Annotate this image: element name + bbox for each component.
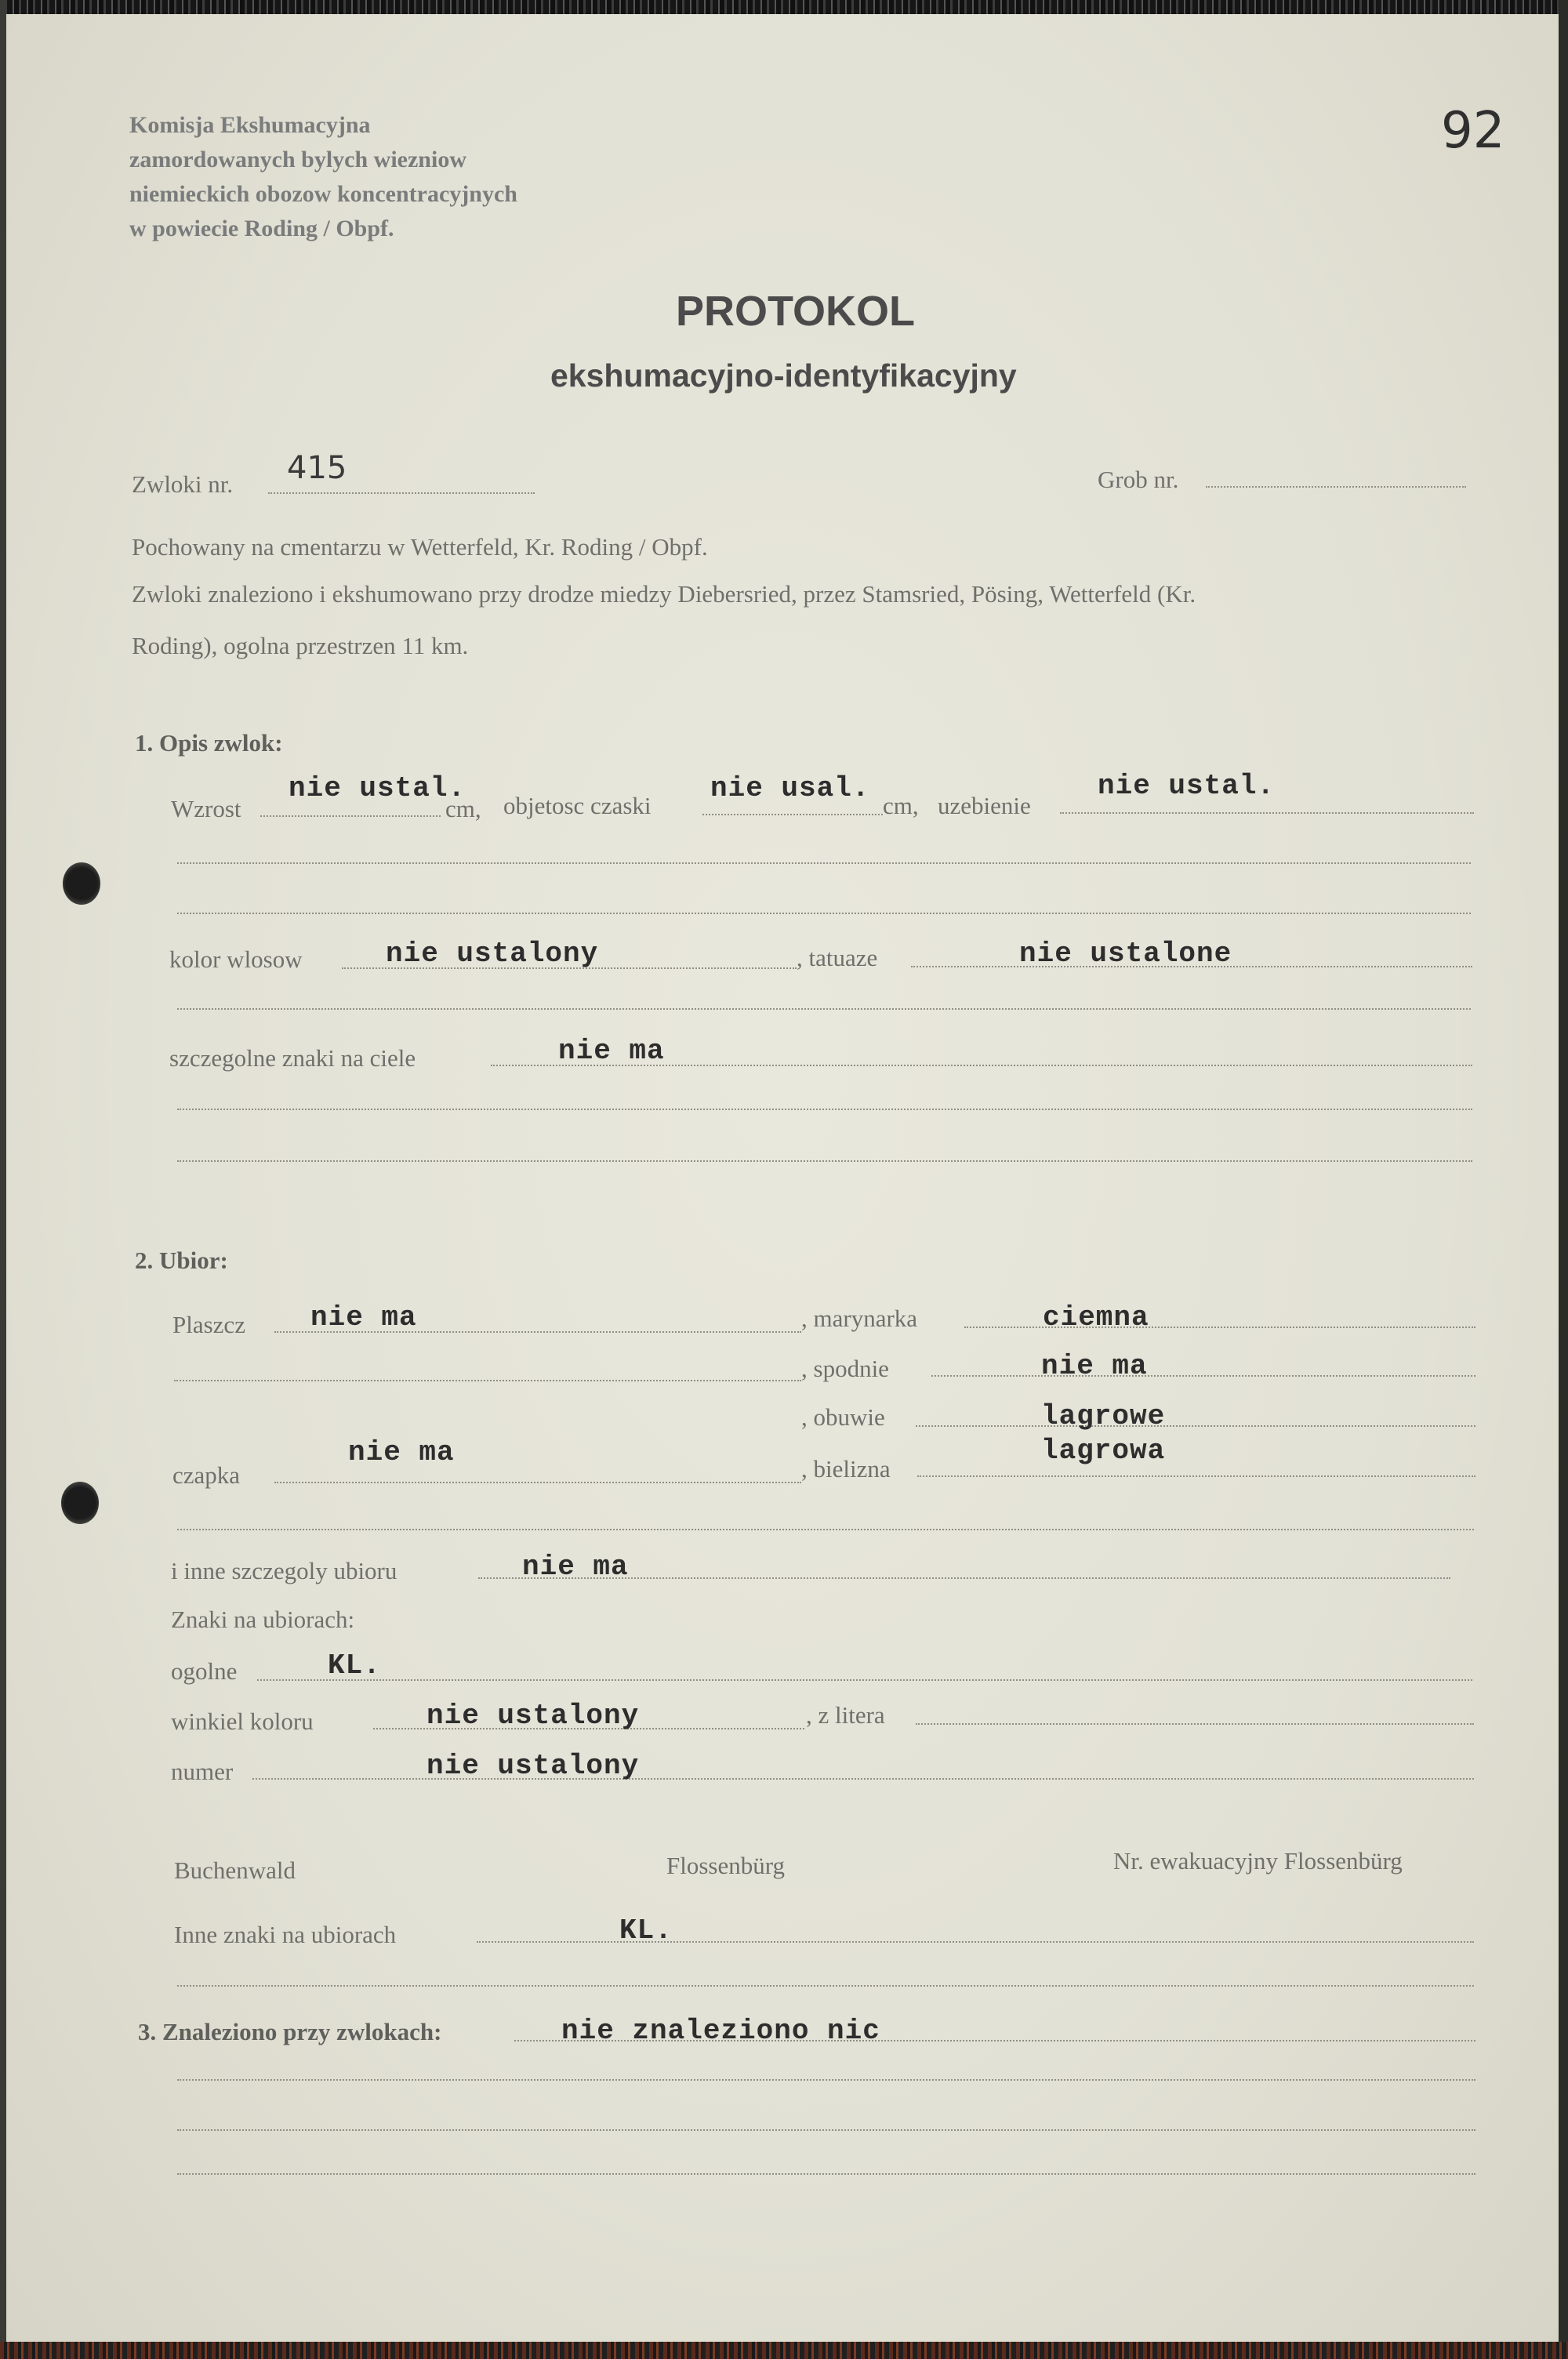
section3-blank-line-3 (177, 2173, 1475, 2175)
ogolne-line (257, 1679, 1472, 1681)
czapka-value: nie ma (348, 1436, 455, 1468)
scan-edge-right (1559, 0, 1568, 2359)
obuwie-value: lagrowe (1041, 1400, 1166, 1432)
section3-blank-line-2 (177, 2129, 1475, 2131)
wzrost-line (260, 815, 441, 817)
punch-hole-upper (63, 862, 100, 905)
marynarka-value: ciemna (1043, 1301, 1149, 1334)
wzrost-value: nie ustal. (289, 772, 466, 804)
zwloki-label: Zwloki nr. (132, 470, 234, 498)
section3-blank-line-1 (177, 2079, 1475, 2081)
obuwie-label: , obuwie (801, 1403, 885, 1431)
scan-edge-top (0, 0, 1568, 14)
opis-blank-line-2 (177, 913, 1471, 914)
spodnie-left-line (174, 1380, 801, 1381)
header-line-2: zamordowanych bylych wiezniow (129, 147, 466, 172)
page-number: 92 (1441, 102, 1505, 160)
kolor-value: nie ustalony (386, 938, 599, 970)
znaki-cialo-value: nie ma (558, 1035, 665, 1067)
znaki-blank-line-1 (177, 1109, 1472, 1110)
ubior-end-line (177, 1985, 1474, 1987)
scan-edge-bottom (0, 2342, 1568, 2359)
marynarka-label: , marynarka (801, 1305, 918, 1332)
zwloki-value: 415 (287, 450, 347, 486)
scan-edge-left (0, 0, 6, 2359)
ubior-blank-line (177, 1529, 1474, 1530)
bielizna-value: lagrowa (1041, 1435, 1166, 1467)
marynarka-line (964, 1326, 1475, 1328)
spodnie-label: , spodnie (801, 1355, 889, 1382)
bielizna-label: , bielizna (801, 1455, 891, 1483)
znaki-ubior-label: Znaki na ubiorach: (171, 1606, 355, 1633)
section2-heading: 2. Ubior: (135, 1247, 228, 1274)
objetosc-value: nie usal. (710, 772, 870, 804)
plaszcz-value: nie ma (310, 1301, 417, 1334)
numer-label: numer (171, 1758, 234, 1785)
zwloki-line (268, 492, 535, 494)
header-line-3: niemieckich obozow koncentracyjnych (129, 181, 517, 207)
nr-ewakuacyjny-label: Nr. ewakuacyjny Flossenbürg (1113, 1847, 1403, 1874)
numer-value: nie ustalony (426, 1750, 640, 1782)
objetosc-line (702, 814, 883, 815)
document-subtitle: ekshumacyjno-identyfikacyjny (550, 357, 1017, 394)
grob-line (1206, 486, 1466, 488)
spodnie-line (931, 1375, 1475, 1377)
czapka-label: czapka (172, 1461, 241, 1489)
kolor-label: kolor wlosow (169, 945, 303, 973)
header-line-1: Komisja Ekshumacyjna (129, 112, 371, 138)
tatuaze-value: nie ustalone (1019, 938, 1232, 970)
flossenburg-label: Flossenbürg (666, 1852, 786, 1879)
pochowany-text: Pochowany na cmentarzu w Wetterfeld, Kr. Roding / Obpf. (132, 533, 708, 561)
section1-heading: 1. Opis zwlok: (135, 729, 283, 757)
kolor-blank-line (177, 1008, 1471, 1010)
litera-label: , z litera (806, 1701, 885, 1729)
document-title: PROTOKOL (676, 288, 916, 335)
section3-value: nie znaleziono nic (561, 2015, 880, 2047)
uzebienie-value: nie ustal. (1098, 770, 1276, 802)
obuwie-line (916, 1425, 1475, 1427)
plaszcz-label: Plaszcz (172, 1311, 245, 1338)
winkiel-label: winkiel koloru (171, 1708, 314, 1735)
winkiel-value: nie ustalony (426, 1700, 640, 1732)
header-line-4: w powiecie Roding / Obpf. (129, 216, 394, 241)
section3-heading: 3. Znaleziono przy zwlokach: (138, 2018, 442, 2045)
litera-line (916, 1723, 1474, 1725)
inne-znaki-value: KL. (619, 1914, 673, 1947)
punch-hole-lower (61, 1482, 99, 1524)
objetosc-label: objetosc czaski (503, 792, 652, 819)
inne-szczegoly-label: i inne szczegoly ubioru (171, 1557, 397, 1584)
grob-label: Grob nr. (1098, 466, 1179, 493)
cm-label-2: cm, (883, 792, 919, 819)
uzebienie-line (1060, 812, 1474, 814)
ogolne-label: ogolne (171, 1657, 238, 1685)
czapka-line (274, 1482, 801, 1483)
tatuaze-label: , tatuaze (797, 944, 878, 971)
spodnie-value: nie ma (1041, 1350, 1148, 1382)
wzrost-label: Wzrost (171, 795, 241, 822)
bielizna-line (917, 1475, 1475, 1477)
buchenwald-label: Buchenwald (174, 1856, 296, 1884)
uzebienie-label: uzebienie (938, 792, 1031, 819)
opis-blank-line-1 (177, 862, 1471, 864)
inne-szczegoly-value: nie ma (522, 1551, 629, 1583)
znaleziono-text-1: Zwloki znaleziono i ekshumowano przy drodze miedzy Diebersried, przez Stamsried, Pösing, Wetterfeld (Kr. (132, 580, 1196, 608)
znaki-blank-line-2 (177, 1160, 1472, 1162)
znaki-cialo-label: szczegolne znaki na ciele (169, 1044, 416, 1072)
znaleziono-text-2: Roding), ogolna przestrzen 11 km. (132, 632, 469, 659)
inne-znaki-label: Inne znaki na ubiorach (174, 1921, 397, 1948)
ogolne-value: KL. (328, 1649, 381, 1682)
cm-label-1: cm, (445, 795, 481, 822)
